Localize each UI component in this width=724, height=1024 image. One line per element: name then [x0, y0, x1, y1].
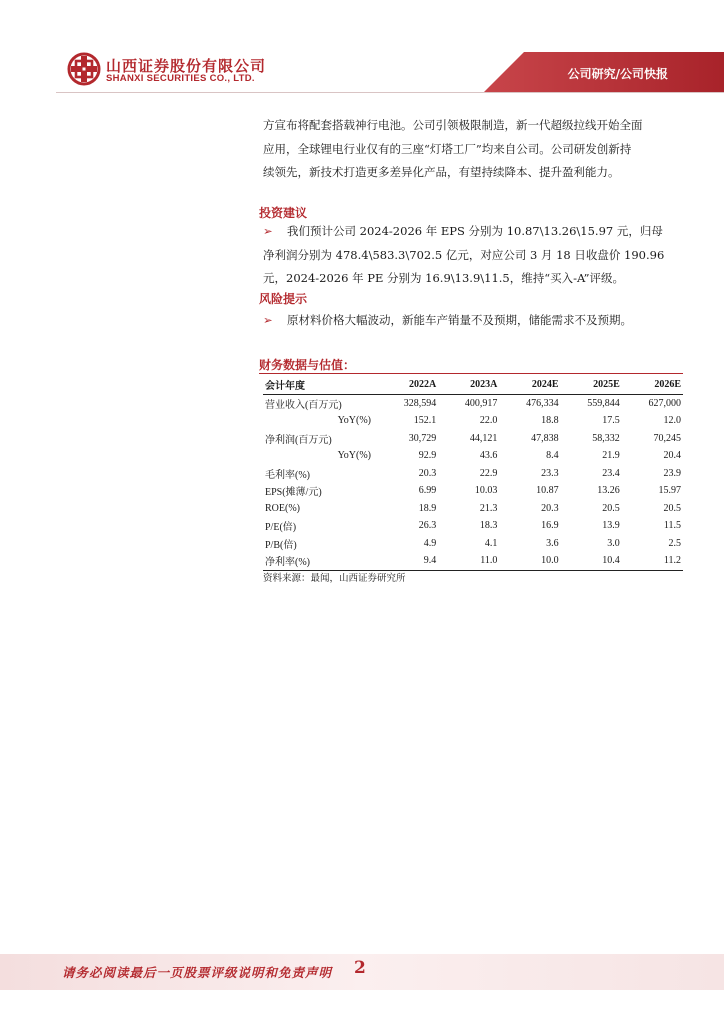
- intro-line: 方宣布将配套搭载神行电池。公司引领极限制造，新一代超级拉线开始全面: [263, 118, 643, 132]
- table-cell: 8.4: [546, 450, 559, 462]
- risk-text: 原材料价格大幅波动，新能车产销量不及预期，储能需求不及预期。: [287, 313, 632, 327]
- table-cell: 20.5: [602, 502, 620, 514]
- table-cell: 10.87: [536, 485, 559, 497]
- table-cell: 23.4: [602, 467, 620, 479]
- arrow-bullet-icon: ➢: [263, 224, 273, 238]
- row-label: YoY(%): [337, 450, 371, 462]
- footer-disclaimer: 请务必阅读最后一页股票评级说明和免责声明: [62, 965, 333, 980]
- table-cell: 20.5: [663, 502, 681, 514]
- table-cell: 20.3: [541, 502, 559, 514]
- investment-line: 净利润分别为 478.4\583.3\702.5 亿元，对应公司 3 月 18 日收盘价 190.96: [263, 247, 665, 262]
- table-cell: 18.9: [418, 502, 437, 514]
- table-cell: 92.9: [418, 450, 437, 462]
- table-cell: 328,594: [403, 397, 437, 409]
- table-cell: 2.5: [668, 537, 681, 549]
- table-cell: 58,332: [592, 432, 620, 444]
- table-cell: 16.9: [541, 520, 559, 532]
- table-cell: 627,000: [648, 397, 681, 409]
- table-header-cell: 2024E: [499, 376, 560, 394]
- table-cell: 3.0: [607, 537, 620, 549]
- table-cell: 12.0: [663, 415, 681, 427]
- table-cell: 11.2: [622, 552, 683, 570]
- row-label: 净利率(%): [263, 552, 377, 570]
- table-cell: 18.3: [479, 520, 498, 532]
- table-row: [263, 465, 683, 483]
- table-cell: 559,844: [587, 397, 620, 409]
- report-category: 公司研究/公司快报: [567, 67, 668, 81]
- investment-advice-bullet: [263, 220, 683, 291]
- row-label: 营业收入(百万元): [265, 399, 342, 411]
- row-label: 毛利率(%): [265, 469, 310, 481]
- table-cell: 17.5: [602, 415, 620, 427]
- table-row: [263, 482, 683, 500]
- risk-warning-title: 风险提示: [259, 292, 308, 306]
- table-cell: 10.0: [499, 552, 560, 570]
- table-cell: 11.5: [663, 520, 681, 532]
- table-row: [263, 412, 683, 430]
- table-cell: 18.8: [541, 415, 559, 427]
- page-number: 2: [354, 958, 366, 978]
- table-header-cell: 2026E: [622, 376, 683, 394]
- row-label: 净利润(百万元): [265, 434, 332, 446]
- investment-line: 元，2024-2026 年 PE 分别为 16.9\13.9\11.5，维持“买入-A”评级。: [263, 271, 624, 285]
- risk-warning-bullet: [263, 309, 683, 333]
- table-header-row: [263, 376, 683, 394]
- table-cell: 9.4: [377, 552, 438, 570]
- table-cell: 13.26: [597, 485, 620, 497]
- table-cell: 43.6: [479, 450, 498, 462]
- table-cell: 3.6: [546, 537, 559, 549]
- arrow-bullet-icon: ➢: [263, 313, 273, 327]
- data-source-note: 资料来源：最闻，山西证券研究所: [263, 573, 406, 584]
- intro-line: 应用，全球锂电行业仅有的三座“灯塔工厂”均来自公司。公司研发创新持: [263, 141, 632, 156]
- row-label: EPS(摊薄/元): [265, 487, 322, 499]
- table-cell: 20.3: [418, 467, 437, 479]
- table-cell: 23.3: [541, 467, 559, 479]
- company-name-en: SHANXI SECURITIES CO., LTD.: [106, 73, 255, 84]
- table-cell: 476,334: [526, 397, 559, 409]
- table-cell: 30,729: [408, 432, 437, 444]
- table-cell: 152.1: [413, 415, 437, 427]
- header-divider: [56, 92, 724, 93]
- table-header-cell: 会计年度: [263, 376, 377, 394]
- table-cell: 47,838: [531, 432, 559, 444]
- table-cell: 20.4: [663, 450, 681, 462]
- financial-table-title: 财务数据与估值：: [259, 358, 356, 372]
- table-cell: 6.99: [418, 485, 437, 497]
- investment-line: 我们预计公司 2024-2026 年 EPS 分别为 10.87\13.26\15.97 元，归母: [287, 224, 663, 238]
- company-name-cn: 山西证券股份有限公司: [106, 57, 267, 75]
- table-row: [263, 394, 683, 412]
- investment-advice-title: 投资建议: [259, 206, 308, 220]
- company-logo-icon: [67, 52, 101, 86]
- table-cell: 22.9: [479, 467, 498, 479]
- intro-paragraph: [263, 114, 683, 185]
- table-row: [263, 535, 683, 553]
- table-cell: 13.9: [602, 520, 620, 532]
- table-header-cell: 2023A: [438, 376, 499, 394]
- table-cell: 10.4: [561, 552, 622, 570]
- table-cell: 4.1: [484, 537, 498, 549]
- table-cell: 4.9: [423, 537, 437, 549]
- intro-line: 续领先，新技术打造更多差异化产品，有望持续降本、提升盈利能力。: [263, 165, 620, 179]
- table-cell: 15.97: [658, 485, 681, 497]
- table-cell: 23.9: [663, 467, 681, 479]
- table-row: [263, 552, 683, 570]
- row-label: ROE(%): [265, 502, 300, 514]
- table-header-cell: 2025E: [561, 376, 622, 394]
- table-cell: 22.0: [479, 415, 498, 427]
- financial-data-table: [263, 376, 683, 571]
- table-cell: 21.9: [602, 450, 620, 462]
- row-label: P/B(倍): [265, 539, 297, 551]
- table-cell: 11.0: [438, 552, 499, 570]
- table-cell: 70,245: [653, 432, 681, 444]
- table-cell: 21.3: [479, 502, 498, 514]
- table-cell: 26.3: [418, 520, 437, 532]
- table-row: [263, 447, 683, 465]
- row-label: P/E(倍): [265, 522, 297, 534]
- table-cell: 10.03: [474, 485, 498, 497]
- row-label: YoY(%): [337, 415, 371, 427]
- table-row: [263, 500, 683, 518]
- table-row: [263, 430, 683, 448]
- table-cell: 44,121: [469, 432, 498, 444]
- table-row: [263, 517, 683, 535]
- table-header-cell: 2022A: [377, 376, 438, 394]
- table-title-rule: [259, 373, 683, 374]
- table-cell: 400,917: [464, 397, 498, 409]
